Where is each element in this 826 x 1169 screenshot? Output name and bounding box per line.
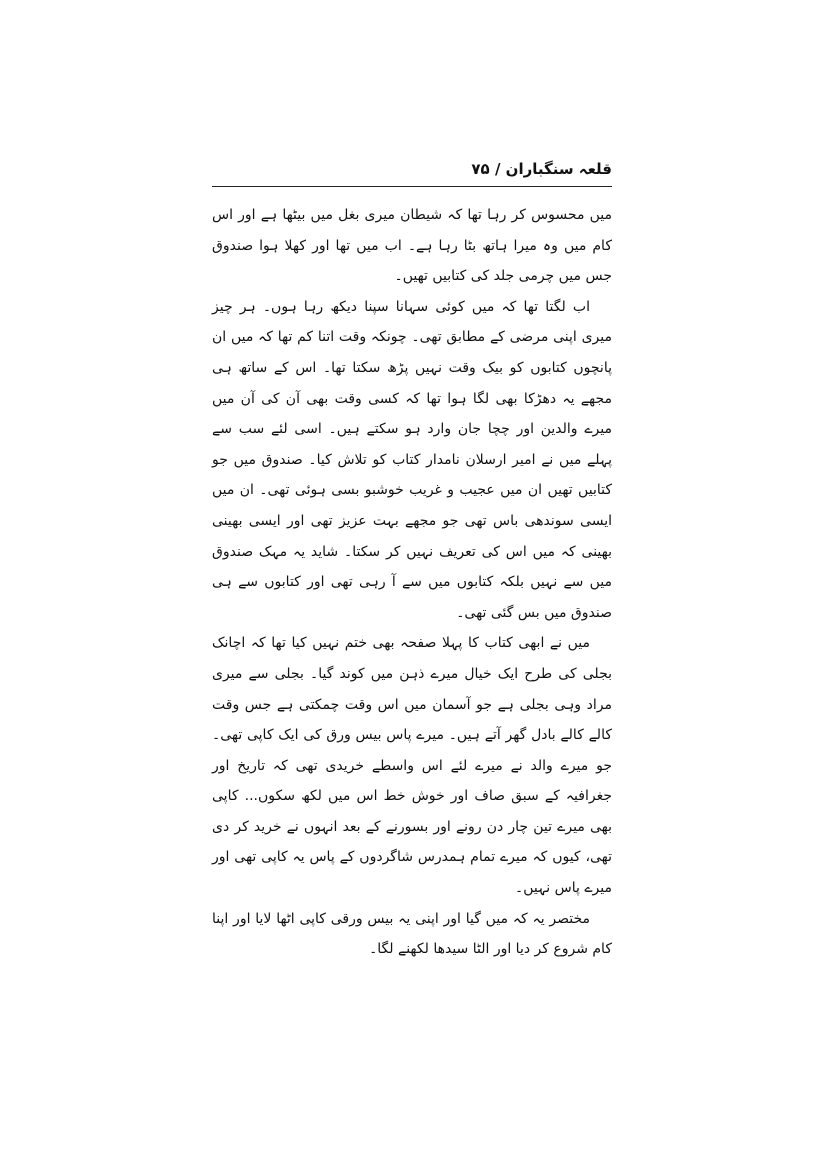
- paragraph: مختصر یہ کہ میں گیا اور اپنی یہ بیس ورقی کاپی اٹھا لایا اور اپنا کام شروع کر دیا اور الٹا سیدھا لکھنے لگا۔: [212, 910, 612, 958]
- header-divider: [212, 186, 612, 187]
- paragraph: میں نے ابھی کتاب کا پہلا صفحہ بھی ختم نہیں کیا تھا کہ اچانک بجلی کی طرح ایک خیال میرے ذہن میں کوند گیا۔ بجلی سے میری مراد وہی بجلی ہے جو آسمان میں اس وقت چمکتی ہے جس وقت کالے کالے بادل گھر آتے ہیں۔ میرے پاس بیس ورق کی ایک کاپی تھی۔ جو میرے والد نے میرے لئے اس واسطے خریدی تھی کہ تاریخ اور جغرافیہ کے سبق صاف اور خوش خط اس میں لکھ سکوں... کاپی بھی میرے تین چار دن رونے اور بسورنے کے بعد انہوں نے خرید کر دی تھی، کیوں کہ میرے تمام ہمدرس شاگردوں کے پاس یہ کاپی تھی اور میرے پاس نہیں۔: [212, 635, 612, 897]
- running-title: قلعہ سنگباران / ۷۵: [471, 160, 612, 178]
- running-header: [212, 156, 612, 186]
- paragraph: اب لگتا تھا کہ میں کوئی سہانا سپنا دیکھ رہا ہوں۔ ہر چیز میری اپنی مرضی کے مطابق تھی۔ چونکہ وقت اتنا کم تھا کہ میں ان پانچوں کتابوں کو بیک وقت نہیں پڑھ سکتا تھا۔ اس کے ساتھ ہی مجھے یہ دھڑکا بھی لگا ہوا تھا کہ کسی وقت بھی آن کی آن میں میرے والدین اور چچا جان وارد ہو سکتے ہیں۔ اسی لئے سب سے پہلے میں نے امیر ارسلان نامدار کتاب کو تلاش کیا۔ صندوق میں جو کتابیں تھیں ان میں عجیب و غریب خوشبو بسی ہوئی تھی۔ ان میں ایسی سوندھی باس تھی جو مجھے بہت عزیز تھی اور ایسی بھینی بھینی کہ میں اس کی تعریف نہیں کر سکتا۔ شاید یہ مہک صندوق میں سے نہیں بلکہ کتابوں میں سے آ رہی تھی اور کتابوں سے ہی صندوق میں بس گئی تھی۔: [212, 298, 612, 621]
- body-text: [212, 200, 612, 965]
- paragraph: میں محسوس کر رہا تھا کہ شیطان میری بغل میں بیٹھا ہے اور اس کام میں وہ میرا ہاتھ بٹا رہا ہے۔ اب میں تھا اور کھلا ہوا صندوق جس میں چرمی جلد کی کتابیں تھیں۔: [212, 207, 612, 285]
